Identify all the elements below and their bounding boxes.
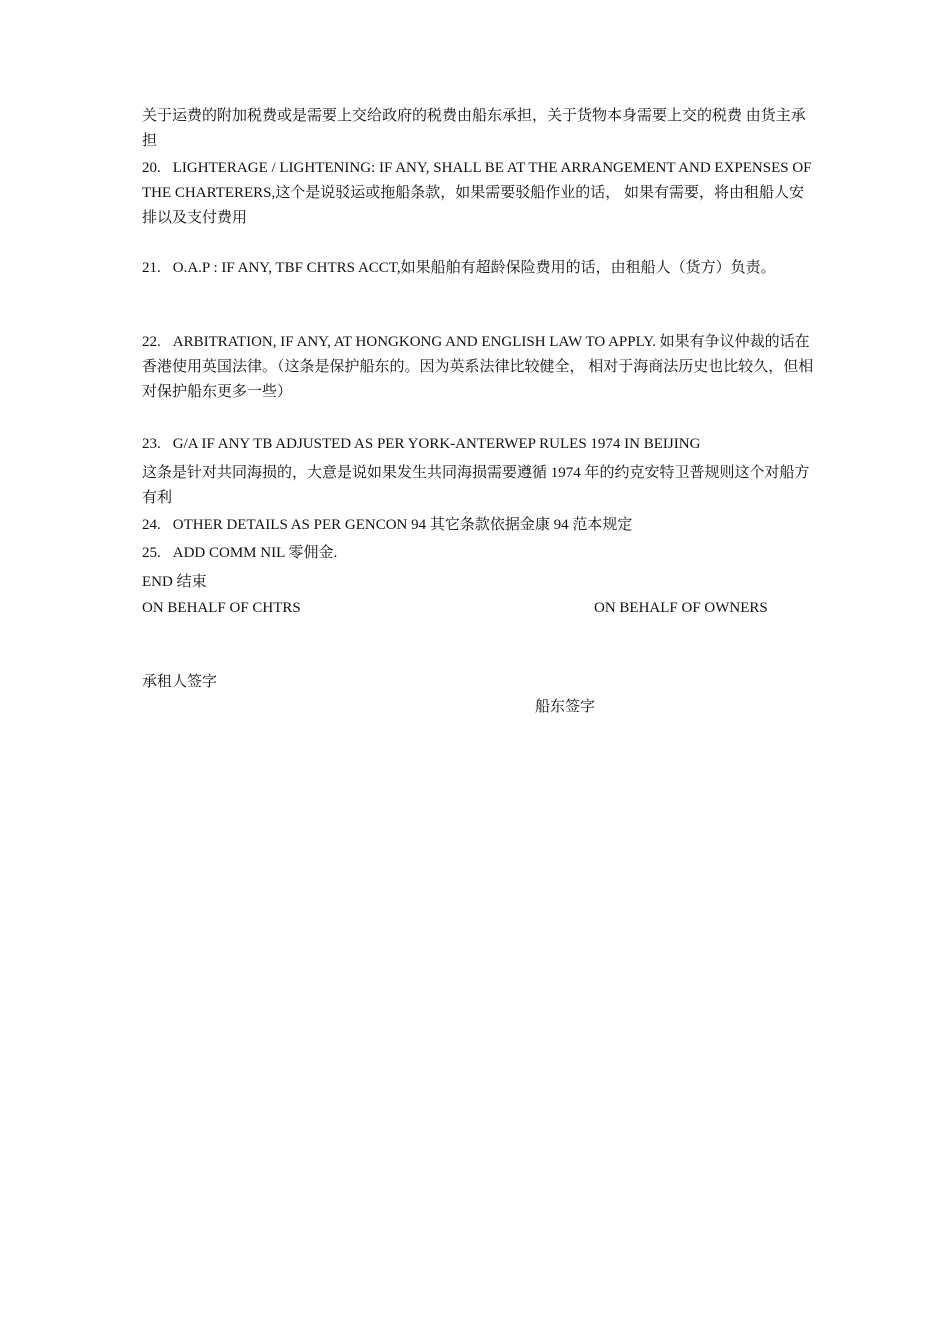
owner-signature: 船东签字: [535, 699, 596, 715]
clause-23-note: [142, 461, 817, 511]
clause-23: [142, 432, 817, 457]
clause-22: [142, 330, 817, 405]
clause-text: OTHER DETAILS AS PER GENCON 94 其它条款依据金康 94 范本规定: [172, 517, 633, 533]
charterer-signature: 承租人签字: [142, 674, 218, 690]
clause-number: 20.: [142, 160, 161, 176]
clause-number: 25.: [142, 545, 161, 561]
clause-number: 21.: [142, 260, 161, 276]
clause-text: ARBITRATION, IF ANY, AT HONGKONG AND ENGLISH LAW TO APPLY. 如果有争议仲裁的话在香港使用英国法律。（这条是保护船东的。因为英系法律比较健全， 相对于海商法历史也比较久，但相对保护船东更多一些）: [142, 334, 814, 400]
owners-behalf-label: ON BEHALF OF OWNERS: [594, 600, 768, 616]
clause-25: [142, 541, 817, 566]
clause-21: [142, 256, 817, 281]
clause-24: [142, 513, 817, 538]
charterers-behalf-label: ON BEHALF OF CHTRS: [142, 600, 301, 616]
clause-text: ADD COMM NIL 零佣金.: [172, 545, 338, 561]
clause-note-text: 这条是针对共同海损的，大意是说如果发生共同海损需要遵循 1974 年的约克安特卫普规则这个对船方有利: [142, 465, 810, 506]
intro-text: 关于运费的附加税费或是需要上交给政府的税费由船东承担，关于货物本身需要上交的税费 由货主承担: [142, 108, 806, 149]
clause-text: G/A IF ANY TB ADJUSTED AS PER YORK-ANTERWEP RULES 1974 IN BEIJING: [172, 436, 701, 452]
end-line: [142, 570, 817, 595]
clause-number: 23.: [142, 436, 161, 452]
intro-paragraph: [142, 104, 817, 154]
clause-20: [142, 156, 817, 231]
end-text: END 结束: [142, 574, 207, 590]
clause-text: O.A.P : IF ANY, TBF CHTRS ACCT,如果船舶有超龄保险费用的话，由租船人（货方）负责。: [172, 260, 776, 276]
clause-text: LIGHTERAGE / LIGHTENING: IF ANY, SHALL BE AT THE ARRANGEMENT AND EXPENSES OF THE CHARTERERS,这个是说驳运或拖船条款，如果需要驳船作业的话， 如果有需要，将由租船人安排以及支付费用: [142, 160, 812, 226]
clause-number: 24.: [142, 517, 161, 533]
clause-number: 22.: [142, 334, 161, 350]
